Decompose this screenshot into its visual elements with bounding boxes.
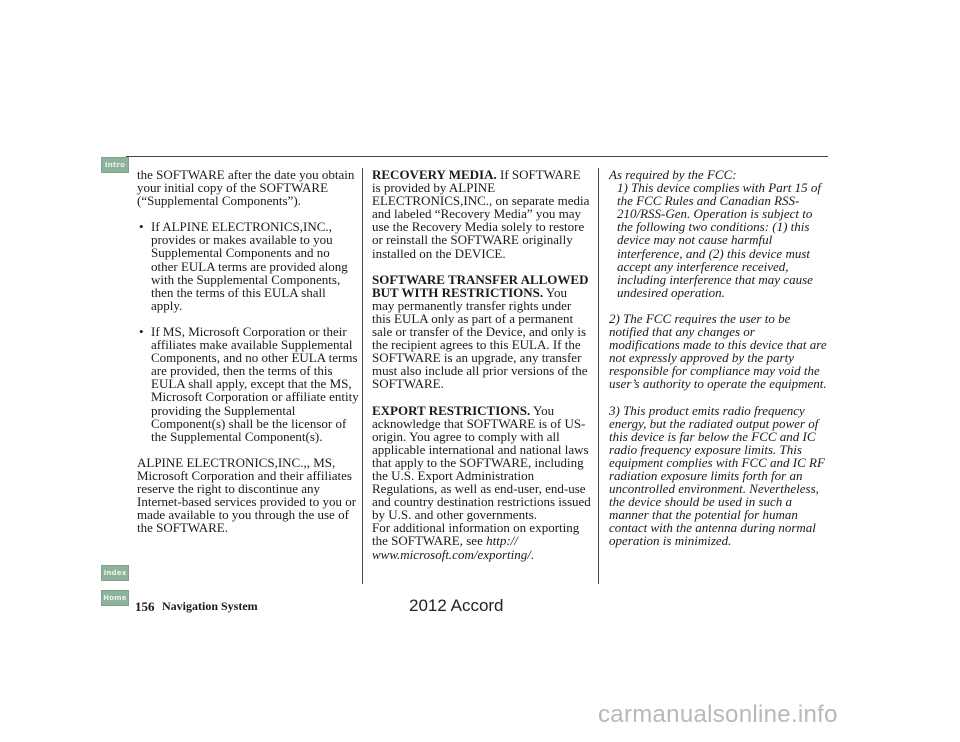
fcc-item-3: 3) This product emits radio frequency energy, but the radiated output power of this device is far below the FCC and IC radio frequency exposure limits. This equipment complies with FCC and IC RF radiation exposure limits forth for an uncontrolled environment. Nevertheless, the device should be used in such a manner that the potential for human contact with the antenna during normal operation is minimized. [609,402,825,549]
transfer-heading: SOFTWARE TRANSFER ALLOWED BUT WITH RESTRICTIONS. [372,271,589,300]
list-item [137,325,359,443]
supplemental-paragraph: the SOFTWARE after the date you obtain your initial copy of the SOFTWARE (“Supplemental Components”). [137,167,355,209]
export-paragraph: EXPORT RESTRICTIONS. You acknowledge that SOFTWARE is of US-origin. You agree to comply with all applicable international and national laws that apply to the SOFTWARE, including the U.S. Export Administration Regulations, as well as end-user, end-use and country destination restrictions issued by U.S. and other governments. [372,402,591,523]
export-link[interactable]: http:// www.microsoft.com/exporting/. [372,533,535,562]
section-title: Navigation System [162,599,258,613]
export-heading: EXPORT RESTRICTIONS. [372,402,531,418]
home-tab[interactable]: Home [101,590,129,606]
recovery-heading: RECOVERY MEDIA. [372,167,497,182]
export-info: For additional information on exporting the SOFTWARE, see http:// www.microsoft.com/exporting/. [372,520,580,562]
list-item-text: If MS, Microsoft Corporation or their affiliates make available Supplemental Components, and no other EULA terms are provided, then the terms of this EULA shall apply, except that the MS, Microsoft Corporation or affiliate entity providing the Supplemental Component(s) shall be the licensor of the Supplemental Component(s). [151,323,359,444]
list-item [137,220,359,312]
index-tab[interactable]: Index [101,565,129,581]
bullet-icon: • [139,323,144,339]
page-number: 156 [135,599,155,614]
fcc-intro: As required by the FCC: [609,167,737,182]
model-title: 2012 Accord [409,596,504,615]
intro-tab[interactable]: Intro [101,157,129,173]
fcc-item-1: 1) This device complies with Part 15 of the FCC Rules and Canadian RSS-210/RSS-Gen. Operation is subject to the following two conditions: (1) this device may not cause harmful interference, and (2) this device must accept any interference received, including interference that may cause undesired operation. [617,180,822,300]
column-right [609,168,827,548]
column-divider [598,168,599,584]
discontinue-paragraph: ALPINE ELECTRONICS,INC.,, MS, Microsoft Corporation and their affiliates reserve the right to discontinue any Internet-based services provided to you or made available to you through the use of the SOFTWARE. [137,454,357,536]
bullet-icon: • [139,219,144,235]
header-rule [126,156,828,157]
column-left [137,168,359,534]
list-item-text: If ALPINE ELECTRONICS,INC., provides or makes available to you Supplemental Components and no other EULA terms are provided along with the Supplemental Components, then the terms of this EULA shall apply. [151,219,348,313]
fcc-item-2: 2) The FCC requires the user to be notified that any changes or modifications made to this device that are not expressly approved by the party responsible for compliance may void the user’s authority to operate the equipment. [609,310,827,392]
column-divider [362,168,363,584]
recovery-paragraph: RECOVERY MEDIA. If SOFTWARE is provided by ALPINE ELECTRONICS,INC., on separate media and labeled “Recovery Media” you may use the Recovery Media solely to restore or reinstall the SOFTWARE originally installed on the DEVICE. [372,167,590,261]
watermark: carmanualsonline.info [598,701,838,728]
transfer-paragraph: SOFTWARE TRANSFER ALLOWED BUT WITH RESTRICTIONS. You may permanently transfer rights under this EULA only as part of a permanent sale or transfer of the Device, and only is the recipient agrees to this EULA. If the SOFTWARE is an upgrade, any transfer must also include all prior versions of the SOFTWARE. [372,271,589,392]
column-middle [372,168,592,561]
